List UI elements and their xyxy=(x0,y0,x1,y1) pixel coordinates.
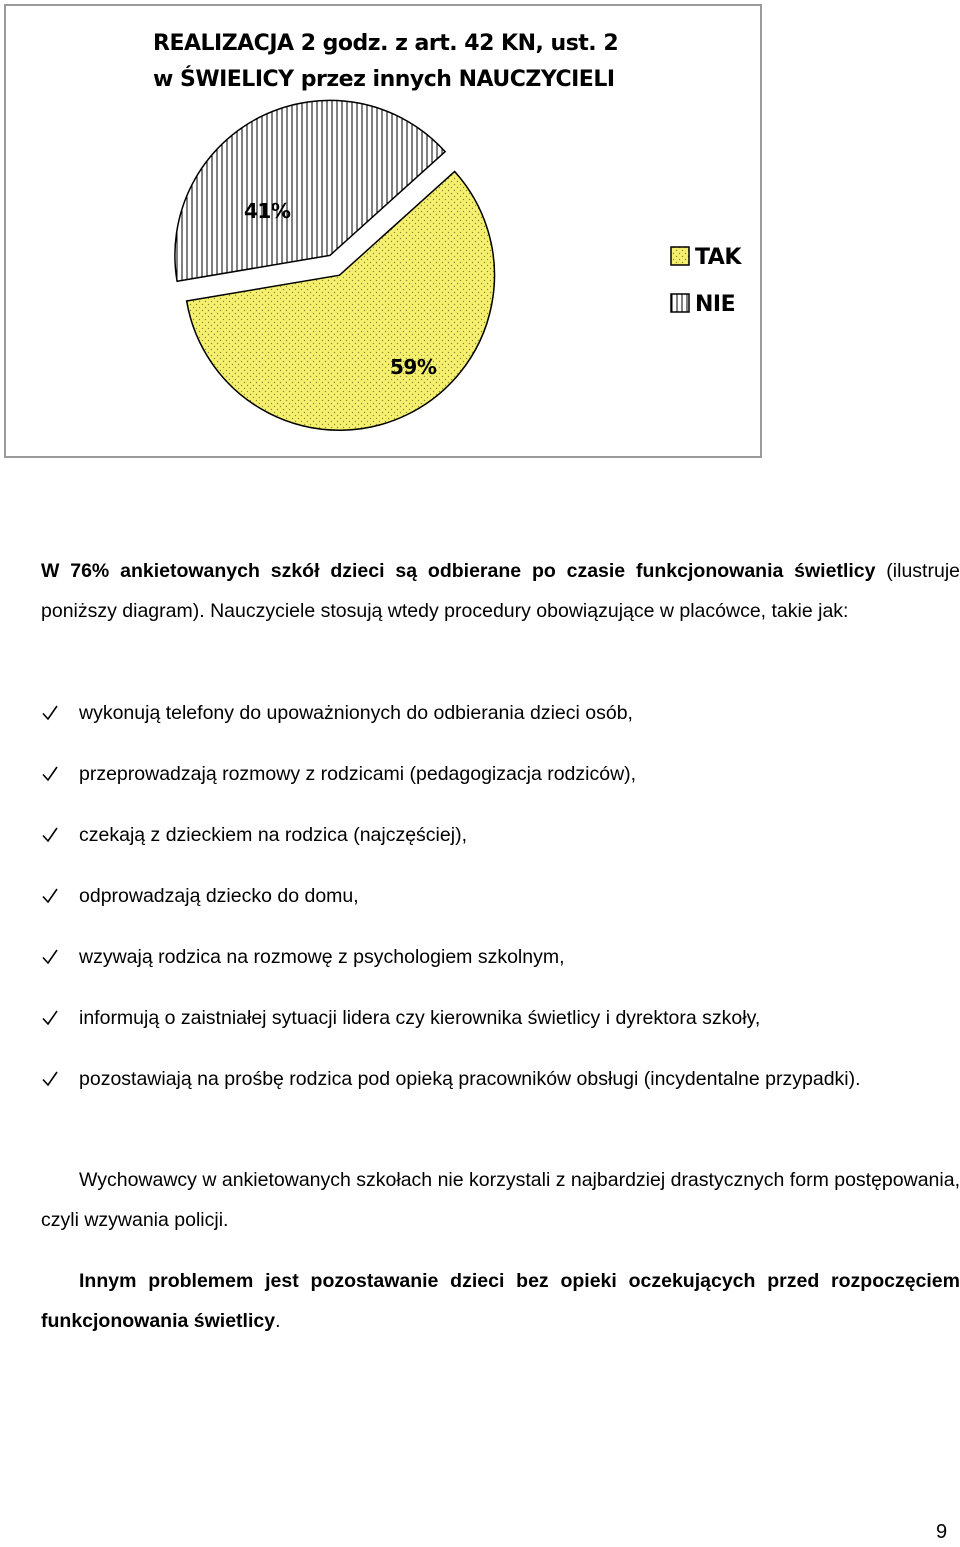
list-item-text: czekają z dzieckiem na rodzica (najczęściej), xyxy=(79,824,467,846)
page-number: 9 xyxy=(936,1521,948,1543)
pie-slices xyxy=(175,100,495,430)
list-item xyxy=(41,815,960,855)
wychowawcy-paragraph: Wychowawcy w ankietowanych szkołach nie korzystali z najbardziej drastycznych form postępowania, czyli wzywania policji. xyxy=(41,1169,960,1231)
list-item xyxy=(41,998,960,1038)
list-item xyxy=(41,876,960,916)
list-item-text: pozostawiają na prośbę rodzica pod opieką pracowników obsługi (incydentalne przypadki). xyxy=(79,1068,861,1090)
legend-swatch-tak xyxy=(671,247,689,265)
check-icon xyxy=(41,704,59,722)
check-icon xyxy=(41,765,59,783)
legend xyxy=(671,245,742,317)
check-icon xyxy=(41,826,59,844)
check-icon xyxy=(41,1009,59,1027)
list-item-text: przeprowadzają rozmowy z rodzicami (pedagogizacja rodziców), xyxy=(79,763,637,785)
list-item xyxy=(41,1059,960,1099)
list-item-text: wzywają rodzica na rozmowę z psychologiem szkolnym, xyxy=(79,946,565,968)
chart-title-line-1: REALIZACJA 2 godz. z art. 42 KN, ust. 2 xyxy=(153,31,619,56)
legend-label-nie: NIE xyxy=(695,292,736,317)
problem-bold-text: Innym problemem jest pozostawanie dzieci bez opieki oczekujących przed rozpoczęciem funkcjonowania świetlicy xyxy=(41,1270,960,1332)
list-item xyxy=(41,937,960,977)
list-item-text: odprowadzają dziecko do domu, xyxy=(79,885,359,907)
list-item xyxy=(41,754,960,794)
problem-paragraph xyxy=(41,1261,960,1341)
list-item-text: wykonują telefony do upoważnionych do odbierania dzieci osób, xyxy=(79,702,633,724)
legend-swatch-nie xyxy=(671,294,689,312)
pie-chart-svg xyxy=(6,6,764,460)
chart-title-line-2: w ŚWIELICY przez innych NAUCZYCIELI xyxy=(153,67,615,92)
problem-tail: . xyxy=(275,1310,281,1332)
check-icon xyxy=(41,948,59,966)
intro-paragraph xyxy=(41,551,960,631)
list-item-text: informują o zaistniałej sytuacji lidera czy kierownika świetlicy i dyrektora szkoły, xyxy=(79,1007,761,1029)
check-icon xyxy=(41,887,59,905)
procedures-list xyxy=(41,693,960,1120)
intro-rest: (ilustruje poniższy diagram). Nauczyciele stosują wtedy procedury obowiązujące w placówce, takie jak: xyxy=(41,560,960,622)
check-icon xyxy=(41,1070,59,1088)
intro-bold-lead: W 76% ankietowanych szkół dzieci są odbierane po czasie funkcjonowania świetlicy xyxy=(41,560,876,582)
slice-label-nie: 41% xyxy=(244,199,291,223)
list-item xyxy=(41,693,960,733)
slice-label-tak: 59% xyxy=(390,355,437,379)
pie-chart xyxy=(4,4,762,458)
legend-label-tak: TAK xyxy=(695,245,741,270)
